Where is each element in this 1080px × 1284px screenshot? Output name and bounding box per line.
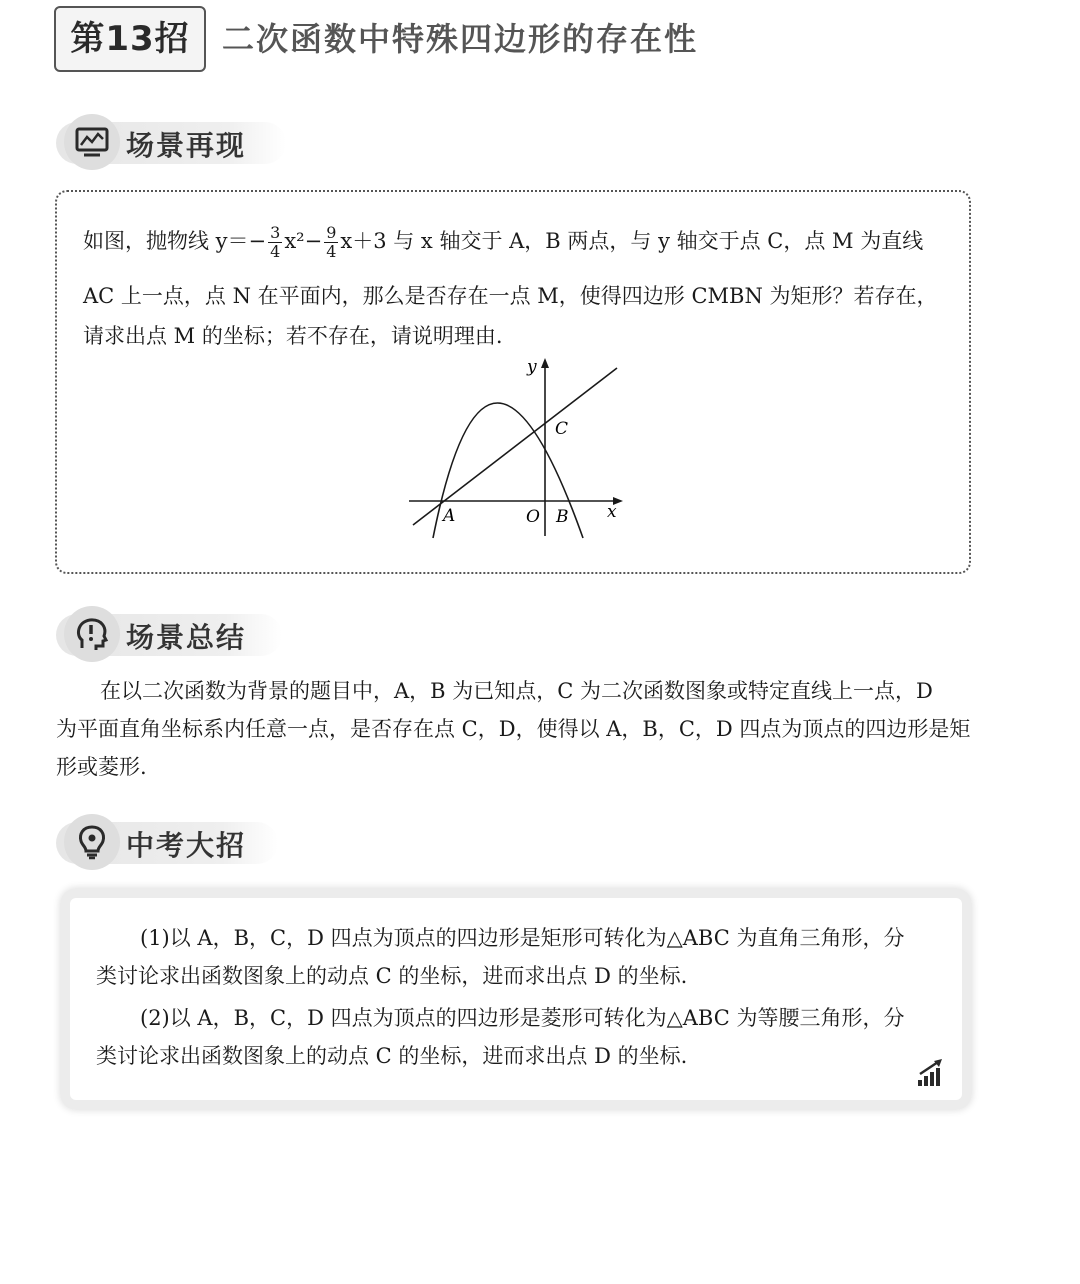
tip-1-line-2: 类讨论求出函数图象上的动点 C 的坐标，进而求出点 D 的坐标. [96,964,688,988]
problem-line-3: 请求出点 M 的坐标；若不存在，请说明理由. [83,324,503,348]
fraction-9-4: $\frac{9}{4}$ [326,223,337,261]
head-exclamation-icon [64,606,120,662]
section-summary-title: 场景总结 [126,621,247,654]
tip-2-line-1: (2)以 A，B，C，D 四点为顶点的四边形是菱形可转化为△ABC 为等腰三角形，分 [140,1006,905,1030]
problem-graph [409,352,635,542]
tips-box [60,888,972,1110]
section-scene-title: 场景再现 [126,129,247,162]
problem-line-2: AC 上一点，点 N 在平面内，那么是否存在一点 M，使得四边形 CMBN 为矩形？若存在， [83,284,938,308]
chapter-label: 第13招 [54,6,206,72]
problem-line-1-post: x＋3 与 x 轴交于 A，B 两点，与 y 轴交于点 C，点 M 为直线 [340,229,924,253]
lightbulb-icon [64,814,120,870]
point-a-label: A [443,506,456,526]
rising-stairs-icon [916,1058,946,1088]
section-summary-header [56,606,282,662]
problem-line-1-mid: x²− [284,229,323,253]
point-c-label: C [555,419,569,439]
summary-line-3: 形或菱形. [56,755,147,779]
problem-line-1-pre: 如图，抛物线 y＝− [83,229,267,253]
problem-box [55,190,971,574]
section-scene-header [56,114,286,170]
x-axis-label: x [607,502,617,522]
summary-line-1: 在以二次函数为背景的题目中，A，B 为已知点，C 为二次函数图象或特定直线上一点，D [100,679,933,703]
y-axis-label: y [527,357,537,377]
summary-line-2: 为平面直角坐标系内任意一点，是否存在点 C，D，使得以 A，B，C，D 四点为顶点的四边形是矩 [56,717,971,741]
tip-2-line-2: 类讨论求出函数图象上的动点 C 的坐标，进而求出点 D 的坐标. [96,1044,688,1068]
tip-1-line-1: (1)以 A，B，C，D 四点为顶点的四边形是矩形可转化为△ABC 为直角三角形，分 [140,926,905,950]
problem-line-1 [83,224,923,261]
section-tips-header [56,814,278,870]
summary-paragraph [56,672,976,786]
y-axis-arrow [541,358,549,368]
point-o-label: O [526,507,540,527]
fraction-3-4: $\frac{3}{4}$ [270,223,281,261]
chart-monitor-icon [64,114,120,170]
chapter-title: 二次函数中特殊四边形的存在性 [222,20,699,58]
page-header [0,0,1080,80]
section-tips-title: 中考大招 [126,829,247,862]
point-b-label: B [556,507,569,527]
